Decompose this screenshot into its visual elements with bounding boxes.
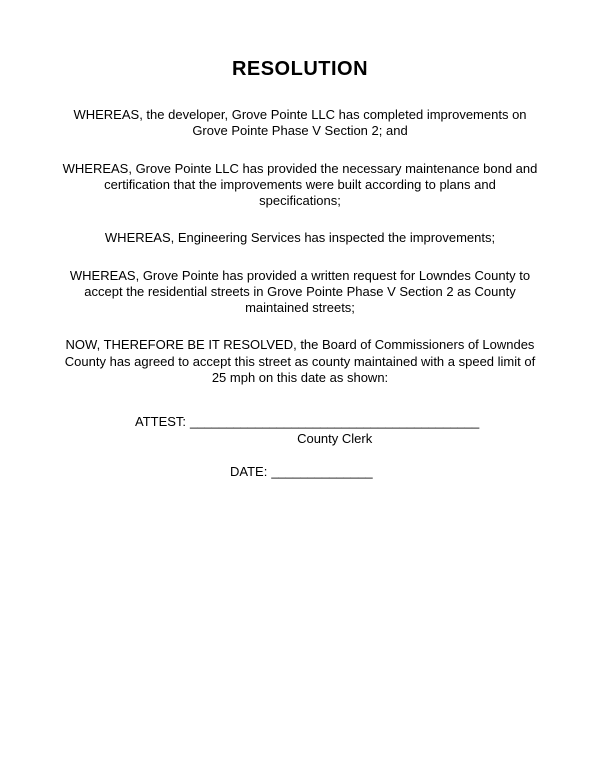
date-line: ______________ [271,463,373,479]
resolved-paragraph: NOW, THEREFORE BE IT RESOLVED, the Board of Commissioners of Lowndes County has agreed to accept this street as county maintained with a speed limit of 25 mph on this date as shown: [64,337,536,385]
whereas-paragraph-4: WHEREAS, Grove Pointe has provided a written request for Lowndes County to accept the residential streets in Grove Pointe Phase V Section 2 as County maintained streets; [69,267,531,315]
whereas-paragraph-2: WHEREAS, Grove Pointe LLC has provided the necessary maintenance bond and certification that the improvements were built according to plans and specifications; [62,160,538,208]
document-title: RESOLUTION [231,58,369,80]
attest-signature-column [190,414,479,448]
attest-section [135,414,538,448]
date-label: DATE: [230,463,268,479]
whereas-paragraph-3: WHEREAS, Engineering Services has inspected the improvements; [104,230,496,246]
date-section [230,464,538,479]
attest-label: ATTEST: [135,414,187,429]
attest-signature-line: ________________________________________ [190,414,480,429]
county-clerk-caption: County Clerk [297,431,373,447]
whereas-paragraph-1: WHEREAS, the developer, Grove Pointe LLC has completed improvements on Grove Pointe Phase V Section 2; and [73,107,527,139]
